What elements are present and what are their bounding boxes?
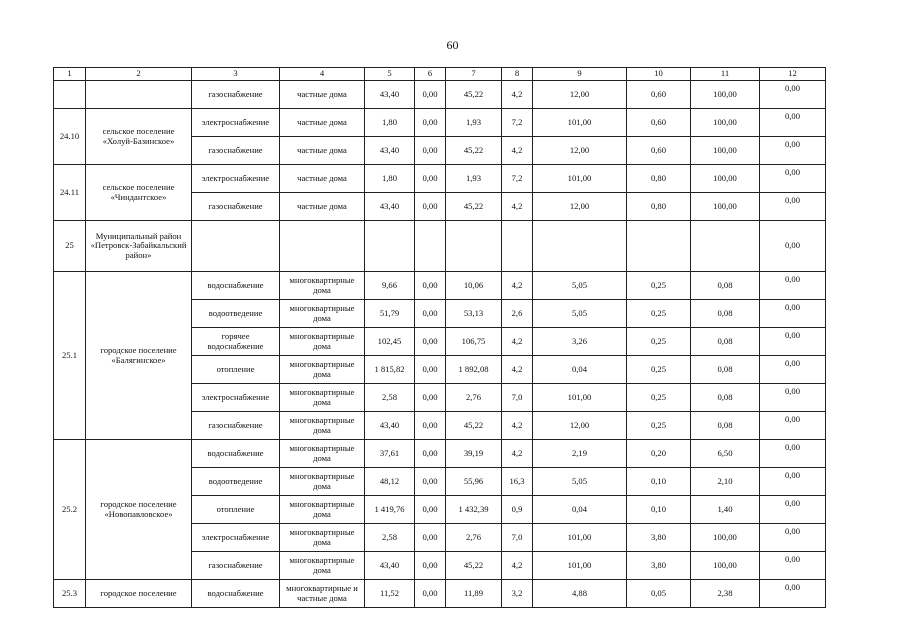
row-number-cell: 24.11 [54,165,86,221]
column-header: 5 [365,68,415,81]
table-row [54,81,826,109]
settlement-name-cell: городское поселение [86,580,192,608]
value-cell: 0,00 [760,272,826,300]
value-cell: 7,2 [502,109,533,137]
value-cell: 4,2 [502,552,533,580]
value-cell: 101,00 [533,384,627,412]
value-cell: 0,00 [760,165,826,193]
value-cell: 0,00 [760,221,826,272]
value-cell: 0,08 [691,356,760,384]
value-cell: 3,2 [502,580,533,608]
utility-cell: газоснабжение [192,81,280,109]
value-cell: 16,3 [502,468,533,496]
column-header: 9 [533,68,627,81]
value-cell: 0,00 [415,272,446,300]
value-cell: 45,22 [446,412,502,440]
value-cell: 7,0 [502,524,533,552]
value-cell: 43,40 [365,552,415,580]
housing-type-cell: многоквартирные дома [280,552,365,580]
value-cell: 5,05 [533,468,627,496]
value-cell: 9,66 [365,272,415,300]
value-cell: 0,00 [415,137,446,165]
value-cell: 0,00 [415,468,446,496]
column-header: 12 [760,68,826,81]
column-header: 10 [627,68,691,81]
value-cell: 0,00 [760,137,826,165]
value-cell: 0,80 [627,193,691,221]
value-cell: 0,05 [627,580,691,608]
housing-type-cell: многоквартирные дома [280,356,365,384]
value-cell: 100,00 [691,137,760,165]
value-cell: 2,38 [691,580,760,608]
utility-cell: электроснабжение [192,384,280,412]
value-cell: 0,10 [627,468,691,496]
value-cell: 1 892,08 [446,356,502,384]
value-cell: 0,25 [627,356,691,384]
value-cell: 0,00 [760,193,826,221]
value-cell: 4,2 [502,272,533,300]
value-cell: 0,00 [760,524,826,552]
utility-cell: водоотведение [192,468,280,496]
value-cell: 2,76 [446,524,502,552]
housing-type-cell: многоквартирные дома [280,440,365,468]
value-cell: 3,26 [533,328,627,356]
housing-type-cell [280,221,365,272]
value-cell: 0,08 [691,300,760,328]
value-cell: 0,60 [627,109,691,137]
utility-cell: электроснабжение [192,109,280,137]
value-cell: 0,00 [415,580,446,608]
column-header: 6 [415,68,446,81]
value-cell: 0,00 [760,109,826,137]
value-cell: 0,00 [415,552,446,580]
table-row [54,109,826,137]
value-cell: 4,2 [502,193,533,221]
value-cell: 4,2 [502,81,533,109]
settlement-name-cell: Муниципальный район «Петровск-Забайкальский район» [86,221,192,272]
value-cell: 0,00 [415,109,446,137]
row-number-cell: 25.1 [54,272,86,440]
housing-type-cell: частные дома [280,109,365,137]
value-cell: 0,00 [415,524,446,552]
value-cell [627,221,691,272]
value-cell: 37,61 [365,440,415,468]
settlement-name-cell: городское поселение «Балягинское» [86,272,192,440]
housing-type-cell: частные дома [280,81,365,109]
value-cell: 5,05 [533,300,627,328]
value-cell: 0,00 [415,412,446,440]
value-cell: 1 815,82 [365,356,415,384]
value-cell: 48,12 [365,468,415,496]
settlement-name-cell [86,81,192,109]
value-cell: 0,04 [533,496,627,524]
utility-cell [192,221,280,272]
value-cell: 101,00 [533,109,627,137]
value-cell [415,221,446,272]
column-header: 2 [86,68,192,81]
value-cell: 0,00 [415,496,446,524]
value-cell: 0,00 [760,580,826,608]
row-number-cell: 25.2 [54,440,86,580]
value-cell: 43,40 [365,193,415,221]
value-cell: 0,25 [627,328,691,356]
utility-cell: отопление [192,356,280,384]
value-cell: 101,00 [533,524,627,552]
table-body [54,68,826,608]
table-row [54,165,826,193]
value-cell: 0,20 [627,440,691,468]
row-number-cell [54,81,86,109]
value-cell [365,221,415,272]
value-cell: 53,13 [446,300,502,328]
value-cell: 2,76 [446,384,502,412]
column-header: 1 [54,68,86,81]
housing-type-cell: многоквартирные дома [280,300,365,328]
row-number-cell: 25 [54,221,86,272]
value-cell: 100,00 [691,524,760,552]
value-cell: 0,00 [415,165,446,193]
housing-type-cell: многоквартирные дома [280,468,365,496]
value-cell: 1 432,39 [446,496,502,524]
value-cell: 12,00 [533,412,627,440]
value-cell: 4,2 [502,328,533,356]
value-cell: 100,00 [691,193,760,221]
value-cell: 45,22 [446,193,502,221]
housing-type-cell: частные дома [280,193,365,221]
housing-type-cell: многоквартирные дома [280,272,365,300]
value-cell: 5,05 [533,272,627,300]
value-cell: 1,80 [365,165,415,193]
value-cell: 11,52 [365,580,415,608]
value-cell: 0,00 [760,468,826,496]
header-row [54,68,826,81]
utility-cell: горячее водоснабжение [192,328,280,356]
column-header: 8 [502,68,533,81]
value-cell: 0,00 [760,300,826,328]
value-cell: 0,00 [760,496,826,524]
column-header: 3 [192,68,280,81]
value-cell: 4,2 [502,412,533,440]
value-cell: 0,00 [415,300,446,328]
utility-cell: газоснабжение [192,193,280,221]
column-header: 7 [446,68,502,81]
value-cell: 2,58 [365,524,415,552]
housing-type-cell: частные дома [280,137,365,165]
value-cell: 45,22 [446,137,502,165]
value-cell: 1 419,76 [365,496,415,524]
value-cell: 0,00 [415,328,446,356]
value-cell: 43,40 [365,137,415,165]
value-cell [446,221,502,272]
utility-cell: электроснабжение [192,165,280,193]
value-cell: 10,06 [446,272,502,300]
value-cell: 3,80 [627,552,691,580]
table-row [54,580,826,608]
value-cell: 0,00 [415,81,446,109]
value-cell: 0,80 [627,165,691,193]
value-cell: 51,79 [365,300,415,328]
value-cell: 43,40 [365,81,415,109]
housing-type-cell: многоквартирные дома [280,328,365,356]
value-cell: 0,00 [760,328,826,356]
utility-cell: водоснабжение [192,580,280,608]
value-cell: 0,00 [760,384,826,412]
value-cell: 0,60 [627,137,691,165]
column-header: 4 [280,68,365,81]
housing-type-cell: многоквартирные дома [280,496,365,524]
utility-cell: водоотведение [192,300,280,328]
value-cell: 4,2 [502,137,533,165]
value-cell: 0,08 [691,384,760,412]
value-cell: 12,00 [533,193,627,221]
utility-cell: водоснабжение [192,272,280,300]
table-row [54,221,826,272]
utility-cell: газоснабжение [192,137,280,165]
value-cell: 0,08 [691,272,760,300]
value-cell: 0,60 [627,81,691,109]
value-cell: 1,93 [446,165,502,193]
value-cell: 100,00 [691,81,760,109]
value-cell: 1,80 [365,109,415,137]
value-cell: 4,2 [502,356,533,384]
value-cell [502,221,533,272]
value-cell: 1,40 [691,496,760,524]
value-cell: 0,25 [627,412,691,440]
value-cell: 0,00 [415,440,446,468]
value-cell: 0,9 [502,496,533,524]
value-cell: 0,25 [627,272,691,300]
value-cell: 45,22 [446,81,502,109]
settlement-name-cell: сельское поселение «Холуй-Базинское» [86,109,192,165]
value-cell: 0,00 [760,412,826,440]
value-cell: 0,04 [533,356,627,384]
value-cell: 0,08 [691,328,760,356]
housing-type-cell: многоквартирные и частные дома [280,580,365,608]
value-cell: 0,00 [415,356,446,384]
value-cell: 100,00 [691,552,760,580]
housing-type-cell: многоквартирные дома [280,524,365,552]
row-number-cell: 24.10 [54,109,86,165]
value-cell: 7,2 [502,165,533,193]
value-cell: 39,19 [446,440,502,468]
value-cell: 0,00 [415,384,446,412]
value-cell: 45,22 [446,552,502,580]
value-cell: 0,08 [691,412,760,440]
settlement-name-cell: сельское поселение «Чиндантское» [86,165,192,221]
value-cell [533,221,627,272]
value-cell: 101,00 [533,552,627,580]
value-cell: 2,10 [691,468,760,496]
value-cell: 100,00 [691,109,760,137]
row-number-cell: 25.3 [54,580,86,608]
value-cell: 3,80 [627,524,691,552]
value-cell: 2,58 [365,384,415,412]
value-cell: 7,0 [502,384,533,412]
housing-type-cell: многоквартирные дома [280,384,365,412]
utility-cell: электроснабжение [192,524,280,552]
value-cell: 0,00 [760,552,826,580]
value-cell: 4,2 [502,440,533,468]
value-cell: 6,50 [691,440,760,468]
housing-type-cell: многоквартирные дома [280,412,365,440]
utility-cell: газоснабжение [192,552,280,580]
value-cell: 12,00 [533,81,627,109]
value-cell: 0,00 [760,356,826,384]
table-row [54,272,826,300]
value-cell: 102,45 [365,328,415,356]
settlement-name-cell: городское поселение «Новопавловское» [86,440,192,580]
value-cell [691,221,760,272]
value-cell: 0,00 [415,193,446,221]
value-cell: 1,93 [446,109,502,137]
value-cell: 4,88 [533,580,627,608]
value-cell: 106,75 [446,328,502,356]
value-cell: 101,00 [533,165,627,193]
utility-cell: водоснабжение [192,440,280,468]
column-header: 11 [691,68,760,81]
housing-type-cell: частные дома [280,165,365,193]
value-cell: 43,40 [365,412,415,440]
value-cell: 11,89 [446,580,502,608]
value-cell: 12,00 [533,137,627,165]
utility-cell: отопление [192,496,280,524]
tariff-table [53,67,826,608]
value-cell: 2,19 [533,440,627,468]
table-row [54,440,826,468]
value-cell: 0,00 [760,81,826,109]
value-cell: 2,6 [502,300,533,328]
value-cell: 55,96 [446,468,502,496]
utility-cell: газоснабжение [192,412,280,440]
value-cell: 0,25 [627,384,691,412]
value-cell: 100,00 [691,165,760,193]
value-cell: 0,10 [627,496,691,524]
value-cell: 0,25 [627,300,691,328]
value-cell: 0,00 [760,440,826,468]
page-number: 60 [446,38,459,52]
